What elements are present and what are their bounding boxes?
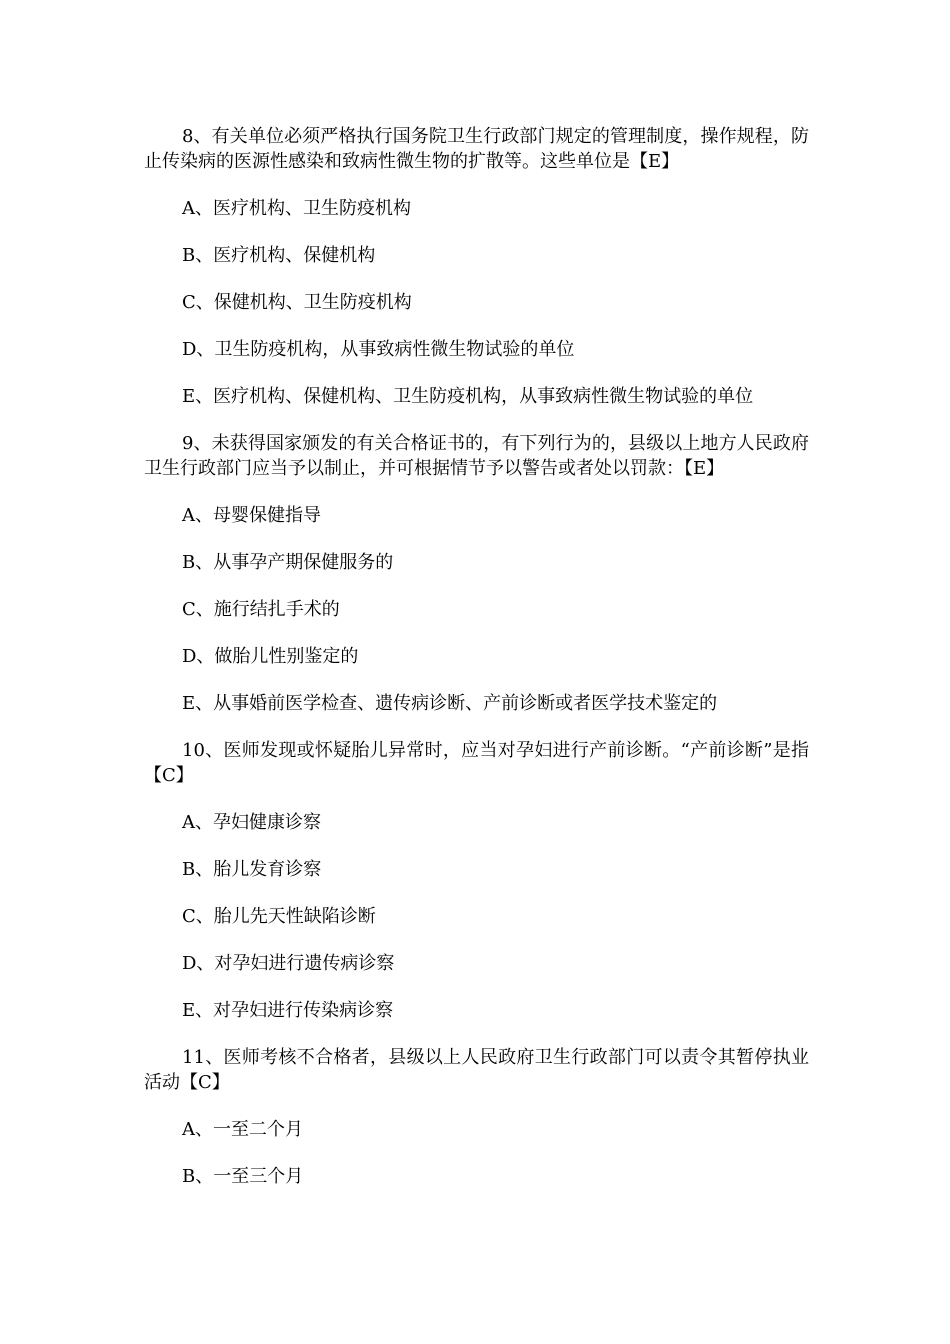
document-body: [144, 124, 809, 1211]
option-c: C、胎儿先天性缺陷诊断: [182, 906, 376, 927]
question-block-8: [144, 124, 809, 409]
option-b: B、一至三个月: [182, 1166, 304, 1187]
option-b: B、医疗机构、保健机构: [182, 245, 376, 266]
option-d: D、卫生防疫机构，从事致病性微生物试验的单位: [182, 339, 575, 360]
question-block-9: [144, 431, 809, 716]
option-b: B、胎儿发育诊察: [182, 859, 322, 880]
option-d: D、做胎儿性别鉴定的: [182, 646, 359, 667]
option-a: A、母婴保健指导: [182, 505, 321, 526]
option-c: C、施行结扎手术的: [182, 599, 340, 620]
question-block-11: [144, 1045, 809, 1189]
option-a: A、医疗机构、卫生防疫机构: [182, 198, 411, 219]
question-text: 9、未获得国家颁发的有关合格证书的，有下列行为的，县级以上地方人民政府卫生行政部门应当予以制止，并可根据情节予以警告或者处以罚款：【E】: [144, 433, 809, 479]
option-c: C、保健机构、卫生防疫机构: [182, 292, 412, 313]
option-e: E、医疗机构、保健机构、卫生防疫机构，从事致病性微生物试验的单位: [182, 386, 754, 407]
option-b: B、从事孕产期保健服务的: [182, 552, 394, 573]
option-a: A、一至二个月: [182, 1119, 303, 1140]
question-text: 8、有关单位必须严格执行国务院卫生行政部门规定的管理制度，操作规程，防止传染病的医源性感染和致病性微生物的扩散等。这些单位是【E】: [144, 126, 809, 172]
option-e: E、对孕妇进行传染病诊察: [182, 1000, 394, 1021]
option-a: A、孕妇健康诊察: [182, 812, 321, 833]
question-text: 11、医师考核不合格者，县级以上人民政府卫生行政部门可以责令其暂停执业活动【C】: [144, 1047, 809, 1093]
question-block-10: [144, 738, 809, 1023]
option-d: D、对孕妇进行遗传病诊察: [182, 953, 395, 974]
question-text: 10、医师发现或怀疑胎儿异常时，应当对孕妇进行产前诊断。“产前诊断”是指【C】: [144, 740, 809, 786]
option-e: E、从事婚前医学检查、遗传病诊断、产前诊断或者医学技术鉴定的: [182, 693, 718, 714]
